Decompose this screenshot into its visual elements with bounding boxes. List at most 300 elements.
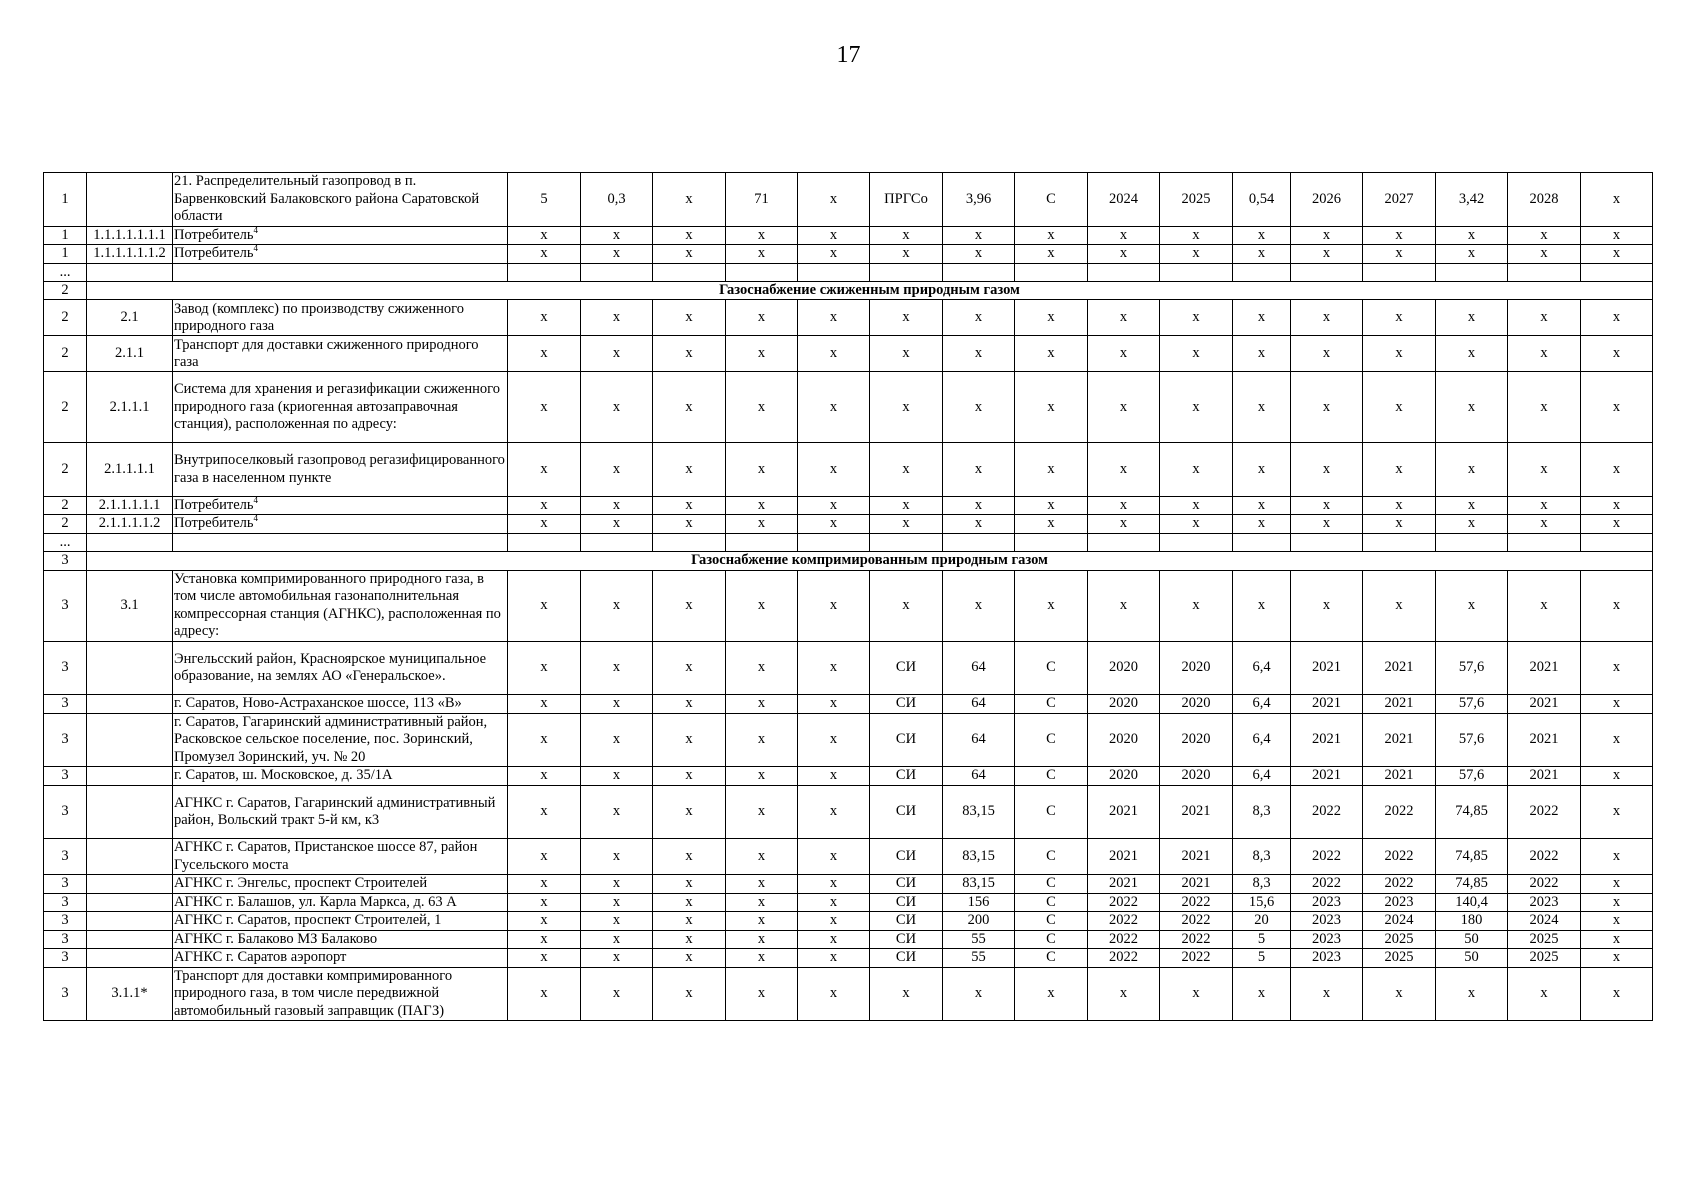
value-cell: 6,4: [1233, 641, 1291, 695]
value-cell: 5: [1233, 930, 1291, 949]
value-cell: x: [943, 967, 1015, 1021]
value-cell: x: [798, 767, 870, 786]
value-cell: x: [653, 641, 726, 695]
value-cell: СИ: [870, 912, 943, 931]
value-cell: 57,6: [1436, 767, 1508, 786]
value-cell: x: [870, 496, 943, 515]
value-cell: [653, 263, 726, 282]
value-cell: 3,42: [1436, 173, 1508, 227]
value-cell: 83,15: [943, 875, 1015, 894]
value-cell: x: [1508, 496, 1581, 515]
value-cell: x: [1436, 496, 1508, 515]
value-cell: x: [798, 372, 870, 443]
group-number-cell: 1: [44, 173, 87, 227]
value-cell: x: [1233, 570, 1291, 641]
value-cell: x: [726, 767, 798, 786]
item-code-cell: [87, 263, 173, 282]
value-cell: x: [581, 767, 653, 786]
value-cell: x: [1088, 967, 1160, 1021]
value-cell: СИ: [870, 695, 943, 714]
table-row: [44, 949, 1653, 968]
value-cell: 2022: [1363, 839, 1436, 875]
value-cell: 64: [943, 767, 1015, 786]
value-cell: x: [798, 875, 870, 894]
value-cell: x: [943, 336, 1015, 372]
group-number-cell: 3: [44, 912, 87, 931]
item-code-cell: [87, 785, 173, 839]
table-row: [44, 967, 1653, 1021]
value-cell: x: [653, 713, 726, 767]
value-cell: 2021: [1160, 839, 1233, 875]
value-cell: x: [508, 496, 581, 515]
value-cell: x: [1015, 372, 1088, 443]
value-cell: 50: [1436, 930, 1508, 949]
value-cell: 2024: [1088, 173, 1160, 227]
value-cell: x: [1015, 300, 1088, 336]
value-cell: СИ: [870, 875, 943, 894]
value-cell: 8,3: [1233, 839, 1291, 875]
value-cell: x: [581, 570, 653, 641]
value-cell: [1581, 263, 1653, 282]
value-cell: x: [1581, 300, 1653, 336]
object-name: г. Саратов, Гагаринский административный район, Расковское сельское поселение, пос. Зоринский, Промузел Зоринский, уч. № 20: [174, 713, 488, 765]
group-number-cell: 3: [44, 949, 87, 968]
value-cell: x: [798, 173, 870, 227]
object-name: Система для хранения и регазификации сжиженного природного газа (криогенная автозаправочная станция), расположенная по адресу:: [174, 381, 500, 433]
table-row: [44, 173, 1653, 227]
value-cell: 2021: [1160, 785, 1233, 839]
group-number-cell: 3: [44, 893, 87, 912]
value-cell: x: [1581, 713, 1653, 767]
value-cell: x: [870, 515, 943, 534]
value-cell: x: [508, 695, 581, 714]
value-cell: x: [726, 570, 798, 641]
object-name-cell: [173, 372, 508, 443]
value-cell: 2023: [1363, 893, 1436, 912]
value-cell: x: [1581, 245, 1653, 264]
value-cell: С: [1015, 930, 1088, 949]
group-number-cell: ...: [44, 263, 87, 282]
value-cell: x: [1436, 300, 1508, 336]
value-cell: x: [870, 570, 943, 641]
value-cell: [581, 263, 653, 282]
value-cell: x: [798, 785, 870, 839]
value-cell: x: [1015, 515, 1088, 534]
value-cell: x: [1436, 443, 1508, 497]
object-name: Потребитель: [174, 245, 254, 262]
item-code-cell: [87, 839, 173, 875]
footnote-marker: 4: [253, 514, 258, 524]
value-cell: x: [581, 300, 653, 336]
value-cell: 2022: [1363, 785, 1436, 839]
value-cell: x: [1363, 300, 1436, 336]
value-cell: x: [1436, 372, 1508, 443]
object-name-cell: [173, 515, 508, 534]
table-row: [44, 443, 1653, 497]
object-name-cell: [173, 570, 508, 641]
value-cell: x: [1160, 245, 1233, 264]
value-cell: 2020: [1088, 695, 1160, 714]
group-number-cell: 3: [44, 839, 87, 875]
value-cell: x: [943, 245, 1015, 264]
value-cell: 2026: [1291, 173, 1363, 227]
value-cell: x: [1233, 300, 1291, 336]
value-cell: С: [1015, 173, 1088, 227]
value-cell: x: [508, 893, 581, 912]
section-number: 3: [44, 552, 87, 570]
value-cell: x: [581, 245, 653, 264]
value-cell: x: [1160, 372, 1233, 443]
value-cell: 50: [1436, 949, 1508, 968]
item-code-cell: 2.1.1: [87, 336, 173, 372]
value-cell: 2021: [1363, 641, 1436, 695]
value-cell: x: [653, 496, 726, 515]
value-cell: x: [1508, 245, 1581, 264]
value-cell: x: [1160, 443, 1233, 497]
object-name-cell: [173, 949, 508, 968]
value-cell: x: [1581, 767, 1653, 786]
object-name-cell: [173, 912, 508, 931]
value-cell: x: [1088, 496, 1160, 515]
value-cell: 2022: [1508, 839, 1581, 875]
value-cell: x: [1508, 336, 1581, 372]
value-cell: [1160, 533, 1233, 552]
value-cell: x: [1291, 300, 1363, 336]
value-cell: 2025: [1363, 930, 1436, 949]
value-cell: С: [1015, 839, 1088, 875]
value-cell: 2023: [1291, 949, 1363, 968]
value-cell: x: [726, 930, 798, 949]
value-cell: x: [1088, 245, 1160, 264]
value-cell: x: [581, 496, 653, 515]
item-code-cell: [87, 893, 173, 912]
value-cell: x: [581, 515, 653, 534]
object-name: Потребитель: [174, 496, 254, 513]
value-cell: 64: [943, 641, 1015, 695]
object-name: Завод (комплекс) по производству сжиженного природного газа: [174, 300, 464, 334]
value-cell: x: [1291, 226, 1363, 245]
value-cell: x: [653, 967, 726, 1021]
object-name-cell: [173, 173, 508, 227]
section-title: Газоснабжение сжиженным природным газом: [87, 282, 1653, 300]
item-code-cell: 2.1.1.1: [87, 372, 173, 443]
value-cell: [508, 533, 581, 552]
table-row: [44, 263, 1653, 282]
object-name-cell: [173, 893, 508, 912]
value-cell: 6,4: [1233, 695, 1291, 714]
value-cell: [1363, 263, 1436, 282]
value-cell: 57,6: [1436, 713, 1508, 767]
value-cell: С: [1015, 695, 1088, 714]
value-cell: 2022: [1160, 912, 1233, 931]
item-code-cell: 3.1: [87, 570, 173, 641]
object-name-cell: [173, 533, 508, 552]
item-code-cell: 2.1.1.1.1.1: [87, 496, 173, 515]
value-cell: x: [726, 875, 798, 894]
value-cell: x: [1363, 226, 1436, 245]
value-cell: x: [1291, 496, 1363, 515]
value-cell: x: [1581, 641, 1653, 695]
value-cell: x: [1581, 515, 1653, 534]
value-cell: x: [1508, 570, 1581, 641]
value-cell: 0,54: [1233, 173, 1291, 227]
value-cell: 2021: [1291, 695, 1363, 714]
footnote-marker: 4: [253, 244, 258, 254]
value-cell: [726, 263, 798, 282]
value-cell: 57,6: [1436, 641, 1508, 695]
object-name: АГНКС г. Балашов, ул. Карла Маркса, д. 63 А: [174, 893, 457, 910]
value-cell: С: [1015, 785, 1088, 839]
value-cell: 2021: [1508, 641, 1581, 695]
value-cell: x: [508, 713, 581, 767]
value-cell: 2022: [1508, 875, 1581, 894]
value-cell: [1015, 263, 1088, 282]
group-number-cell: 3: [44, 713, 87, 767]
value-cell: 2021: [1363, 713, 1436, 767]
value-cell: 2025: [1160, 173, 1233, 227]
value-cell: x: [798, 967, 870, 1021]
value-cell: x: [726, 912, 798, 931]
value-cell: 2020: [1088, 641, 1160, 695]
section-header-row: [44, 552, 1653, 570]
value-cell: [1291, 533, 1363, 552]
group-number-cell: 3: [44, 695, 87, 714]
value-cell: x: [1291, 245, 1363, 264]
value-cell: x: [798, 839, 870, 875]
value-cell: x: [1508, 967, 1581, 1021]
object-name: Транспорт для доставки компримированного природного газа, в том числе передвижной автомобильный газовый заправщик (ПАГЗ): [174, 967, 453, 1019]
value-cell: x: [1088, 336, 1160, 372]
value-cell: x: [581, 713, 653, 767]
value-cell: x: [508, 930, 581, 949]
value-cell: x: [581, 336, 653, 372]
value-cell: 2021: [1160, 875, 1233, 894]
item-code-cell: [87, 949, 173, 968]
value-cell: x: [943, 515, 1015, 534]
value-cell: x: [870, 443, 943, 497]
value-cell: 2020: [1160, 713, 1233, 767]
value-cell: x: [581, 641, 653, 695]
value-cell: x: [653, 226, 726, 245]
value-cell: x: [653, 767, 726, 786]
value-cell: x: [1581, 226, 1653, 245]
group-number-cell: ...: [44, 533, 87, 552]
value-cell: x: [1508, 372, 1581, 443]
value-cell: x: [1088, 570, 1160, 641]
table-row: [44, 570, 1653, 641]
value-cell: x: [1581, 912, 1653, 931]
item-code-cell: [87, 173, 173, 227]
value-cell: x: [508, 912, 581, 931]
value-cell: x: [1015, 443, 1088, 497]
value-cell: x: [870, 967, 943, 1021]
value-cell: СИ: [870, 949, 943, 968]
item-code-cell: [87, 713, 173, 767]
value-cell: x: [508, 515, 581, 534]
value-cell: x: [726, 443, 798, 497]
group-number-cell: 3: [44, 785, 87, 839]
value-cell: 2021: [1291, 767, 1363, 786]
value-cell: x: [798, 570, 870, 641]
value-cell: 83,15: [943, 839, 1015, 875]
value-cell: [581, 533, 653, 552]
group-number-cell: 1: [44, 245, 87, 264]
value-cell: 2023: [1508, 893, 1581, 912]
item-code-cell: 3.1.1*: [87, 967, 173, 1021]
value-cell: x: [508, 226, 581, 245]
value-cell: 64: [943, 695, 1015, 714]
value-cell: 2022: [1291, 785, 1363, 839]
value-cell: x: [1581, 967, 1653, 1021]
value-cell: x: [1015, 496, 1088, 515]
value-cell: x: [1233, 443, 1291, 497]
value-cell: x: [508, 767, 581, 786]
value-cell: x: [1088, 443, 1160, 497]
table-row: [44, 515, 1653, 534]
value-cell: x: [1581, 949, 1653, 968]
value-cell: x: [1015, 336, 1088, 372]
value-cell: x: [1160, 496, 1233, 515]
table-row: [44, 641, 1653, 695]
value-cell: x: [1363, 245, 1436, 264]
item-code-cell: [87, 641, 173, 695]
value-cell: 180: [1436, 912, 1508, 931]
value-cell: x: [653, 372, 726, 443]
value-cell: x: [653, 785, 726, 839]
value-cell: x: [653, 875, 726, 894]
group-number-cell: 3: [44, 967, 87, 1021]
object-name: АГНКС г. Балаково МЗ Балаково: [174, 930, 378, 947]
value-cell: 2020: [1160, 641, 1233, 695]
value-cell: x: [1436, 245, 1508, 264]
value-cell: x: [1581, 173, 1653, 227]
value-cell: x: [581, 893, 653, 912]
object-name-cell: [173, 263, 508, 282]
value-cell: x: [726, 336, 798, 372]
value-cell: x: [1581, 839, 1653, 875]
value-cell: 64: [943, 713, 1015, 767]
value-cell: 3,96: [943, 173, 1015, 227]
value-cell: x: [653, 570, 726, 641]
value-cell: x: [1291, 336, 1363, 372]
table-row: [44, 930, 1653, 949]
value-cell: [1508, 263, 1581, 282]
value-cell: 2022: [1160, 930, 1233, 949]
value-cell: x: [726, 515, 798, 534]
value-cell: x: [1160, 515, 1233, 534]
object-name: Внутрипоселковый газопровод регазифицированного газа в населенном пункте: [174, 452, 505, 486]
value-cell: x: [1160, 300, 1233, 336]
value-cell: x: [943, 443, 1015, 497]
page-number: 17: [836, 42, 861, 68]
value-cell: 8,3: [1233, 875, 1291, 894]
value-cell: СИ: [870, 839, 943, 875]
item-code-cell: [87, 875, 173, 894]
object-name-cell: [173, 713, 508, 767]
value-cell: x: [870, 245, 943, 264]
value-cell: x: [798, 893, 870, 912]
value-cell: x: [1581, 930, 1653, 949]
object-name-cell: [173, 695, 508, 714]
value-cell: 2022: [1160, 949, 1233, 968]
value-cell: x: [726, 967, 798, 1021]
value-cell: x: [653, 893, 726, 912]
group-number-cell: 2: [44, 496, 87, 515]
value-cell: x: [1291, 443, 1363, 497]
value-cell: x: [508, 839, 581, 875]
footnote-marker: 4: [253, 496, 258, 506]
value-cell: x: [1363, 570, 1436, 641]
group-number-cell: 1: [44, 226, 87, 245]
item-code-cell: 2.1.1.1.1.2: [87, 515, 173, 534]
value-cell: x: [1233, 226, 1291, 245]
value-cell: x: [798, 515, 870, 534]
object-name: г. Саратов, ш. Московское, д. 35/1А: [174, 767, 393, 784]
value-cell: 5: [1233, 949, 1291, 968]
value-cell: 2021: [1291, 641, 1363, 695]
value-cell: 200: [943, 912, 1015, 931]
value-cell: x: [798, 226, 870, 245]
gas-supply-table: [43, 172, 1653, 1021]
value-cell: x: [1233, 515, 1291, 534]
value-cell: x: [1581, 372, 1653, 443]
group-number-cell: 2: [44, 515, 87, 534]
value-cell: x: [1581, 695, 1653, 714]
value-cell: x: [798, 713, 870, 767]
value-cell: 2025: [1508, 949, 1581, 968]
object-name-cell: [173, 226, 508, 245]
value-cell: x: [1508, 443, 1581, 497]
item-code-cell: [87, 930, 173, 949]
value-cell: x: [1291, 967, 1363, 1021]
value-cell: СИ: [870, 893, 943, 912]
table-row: [44, 785, 1653, 839]
object-name-cell: [173, 336, 508, 372]
value-cell: x: [1363, 443, 1436, 497]
value-cell: 2022: [1088, 930, 1160, 949]
value-cell: x: [581, 372, 653, 443]
item-code-cell: 2.1.1.1.1: [87, 443, 173, 497]
value-cell: x: [798, 930, 870, 949]
value-cell: СИ: [870, 785, 943, 839]
value-cell: x: [581, 839, 653, 875]
table-row: [44, 496, 1653, 515]
value-cell: 2024: [1363, 912, 1436, 931]
value-cell: [1581, 533, 1653, 552]
object-name-cell: [173, 875, 508, 894]
value-cell: 2020: [1088, 713, 1160, 767]
value-cell: 2027: [1363, 173, 1436, 227]
value-cell: x: [508, 875, 581, 894]
value-cell: x: [653, 839, 726, 875]
object-name: 21. Распределительный газопровод в п. Барвенковский Балаковского района Саратовской области: [174, 173, 480, 224]
group-number-cell: 2: [44, 336, 87, 372]
group-number-cell: 3: [44, 570, 87, 641]
value-cell: x: [798, 336, 870, 372]
value-cell: 5: [508, 173, 581, 227]
value-cell: x: [508, 785, 581, 839]
value-cell: x: [508, 300, 581, 336]
value-cell: 71: [726, 173, 798, 227]
value-cell: x: [870, 226, 943, 245]
object-name: АГНКС г. Саратов аэропорт: [174, 949, 347, 966]
value-cell: С: [1015, 641, 1088, 695]
table-row: [44, 893, 1653, 912]
value-cell: 2020: [1088, 767, 1160, 786]
table-row: [44, 336, 1653, 372]
value-cell: x: [1088, 515, 1160, 534]
value-cell: С: [1015, 949, 1088, 968]
